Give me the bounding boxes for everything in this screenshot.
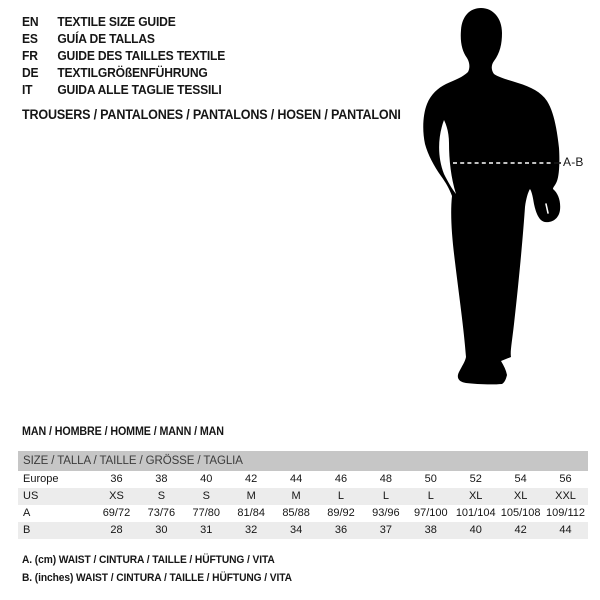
size-cell: 37	[379, 524, 393, 536]
size-cell: 89/92	[327, 507, 355, 519]
size-cell: 28	[110, 524, 123, 536]
size-cell: XL	[468, 490, 483, 502]
size-cell: 77/80	[192, 507, 221, 519]
size-table	[18, 451, 588, 539]
size-row-label: Europe	[23, 473, 59, 485]
language-code: IT	[22, 82, 33, 97]
size-row-label: A	[23, 507, 31, 519]
language-code: ES	[22, 31, 38, 46]
size-cell: 69/72	[102, 507, 131, 519]
language-code: FR	[22, 48, 38, 63]
size-cell: L	[382, 490, 389, 502]
language-row-it	[22, 81, 225, 98]
size-cell: 81/84	[237, 507, 265, 519]
size-cell: 54	[514, 473, 527, 485]
size-cell: 52	[469, 473, 482, 485]
size-cell: 42	[514, 524, 527, 536]
size-cell: 38	[155, 473, 168, 485]
size-cell: 44	[289, 473, 303, 485]
language-list	[22, 13, 240, 98]
size-cell: 46	[334, 473, 348, 485]
size-cell: M	[291, 490, 301, 502]
size-cell: 101/104	[455, 507, 496, 519]
language-row-es	[22, 30, 225, 47]
size-row-label: B	[23, 524, 31, 536]
size-cell: 97/100	[413, 507, 448, 519]
size-cell: 73/76	[147, 507, 176, 519]
size-cell: 105/108	[500, 507, 541, 519]
size-cell: 85/88	[282, 507, 310, 519]
language-title: GUÍA DE TALLAS	[57, 31, 155, 46]
size-cell: 32	[245, 524, 258, 536]
language-row-en	[22, 13, 225, 30]
size-cell: 42	[245, 473, 258, 485]
size-cell: XS	[109, 490, 124, 502]
language-code: EN	[22, 14, 39, 29]
size-row-label: US	[23, 490, 39, 502]
size-cell: 44	[559, 524, 572, 536]
size-cell: 48	[379, 473, 393, 485]
size-cell: XXL	[555, 490, 576, 502]
language-row-fr	[22, 47, 225, 64]
size-cell: 93/96	[372, 507, 400, 519]
size-cell: M	[246, 490, 256, 502]
size-cell: 34	[289, 524, 303, 536]
size-cell: 109/112	[546, 507, 585, 519]
size-cell: XL	[513, 490, 528, 502]
language-title: GUIDA ALLE TAGLIE TESSILI	[57, 82, 222, 97]
size-cell: 30	[155, 524, 168, 536]
product-category-title: TROUSERS / PANTALONES / PANTALONS / HOSEN / PANTALONI	[22, 107, 401, 122]
size-cell: L	[337, 490, 345, 502]
size-cell: 31	[200, 524, 213, 536]
language-code: DE	[22, 65, 39, 80]
man-silhouette	[408, 2, 592, 394]
language-title: TEXTILGRÖßENFÜHRUNG	[57, 65, 208, 80]
size-cell: 50	[424, 473, 437, 485]
size-cell: 40	[469, 524, 482, 536]
gender-section-title: MAN / HOMBRE / HOMME / MANN / MAN	[22, 426, 224, 438]
size-cell: 56	[559, 473, 572, 485]
language-title: TEXTILE SIZE GUIDE	[57, 14, 176, 29]
size-cell: 36	[110, 473, 123, 485]
size-cell: 40	[200, 473, 213, 485]
size-row-europe	[18, 471, 588, 488]
size-row-b	[18, 522, 588, 539]
waist-measure-label: A-B	[563, 155, 584, 169]
size-row-us	[18, 488, 588, 505]
footnote-waist-inches: B. (inches) WAIST / CINTURA / TAILLE / HÜFTUNG / VITA	[22, 572, 292, 584]
size-row-a	[18, 505, 588, 522]
size-cell: S	[157, 490, 166, 502]
silhouette-shape	[423, 8, 560, 384]
size-table-header: SIZE / TALLA / TAILLE / GRÖSSE / TAGLIA	[18, 451, 588, 471]
size-table-body	[18, 471, 588, 539]
size-cell: L	[427, 490, 434, 502]
size-cell: 38	[424, 524, 437, 536]
size-cell: 36	[334, 524, 348, 536]
footnote-waist-cm: A. (cm) WAIST / CINTURA / TAILLE / HÜFTUNG / VITA	[22, 554, 275, 566]
language-row-de	[22, 64, 225, 81]
size-cell: S	[202, 490, 210, 502]
language-title: GUIDE DES TAILLES TEXTILE	[57, 48, 226, 63]
